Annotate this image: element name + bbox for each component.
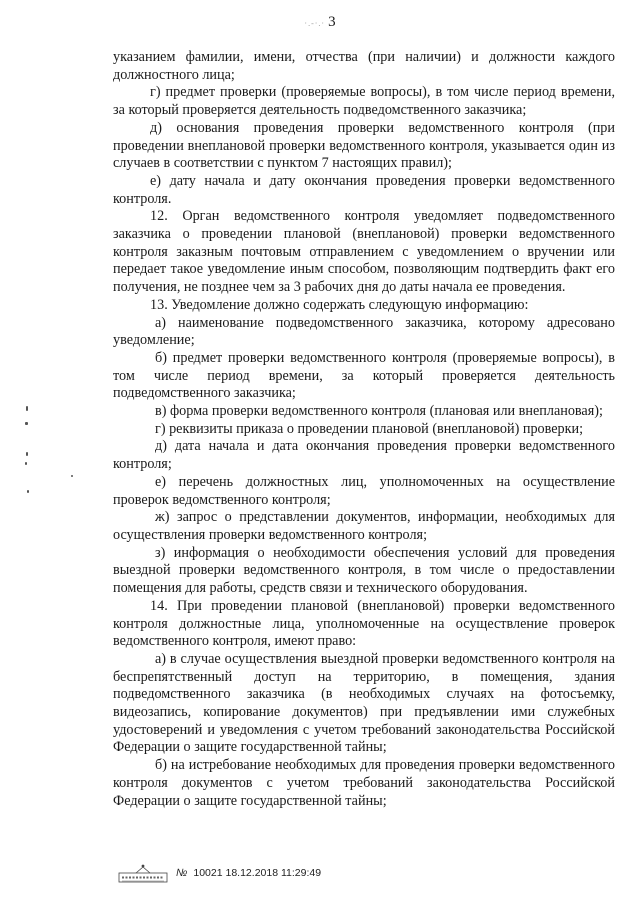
paragraph: з) информация о необходимости обеспечения условий для проведения выездной проверки ведомственного контроля, в том числе о предоставлении помещения для работы, средств связи и технического оборудования. [113,544,615,597]
paragraph: б) на истребование необходимых для проведения проверки ведомственного контроля документов с учетом требований законодательства Российской Федерации о защите государственной тайны; [113,757,615,809]
paragraph: е) дату начала и дату окончания проведения проверки ведомственного контроля. [113,172,615,207]
paragraph: ж) запрос о представлении документов, информации, необходимых для осуществления проверки ведомственного контроля; [113,509,615,543]
paragraph: г) предмет проверки (проверяемые вопросы), в том числе период времени, за который проверяется деятельность подведомственного заказчика; [113,84,615,119]
document-number: 10021 [193,867,223,879]
paragraph: д) основания проведения проверки ведомственного контроля (при проведении внеплановой проверки ведомственного контроля, указывается один из случаев в соответствии с пунктом 7 настоящих правил); [113,119,615,172]
document-body [113,49,615,810]
paragraph: а) в случае осуществления выездной проверки ведомственного контроля на беспрепятственный доступ на территорию, в помещения, здания подведомственного заказчика (в необходимых случаях на фотосъемку, видеозапись, копирование документов) при предъявлении ими служебных удостоверений и уведомления с учетом требований законодательства Российской Федерации о защите государственной тайны; [113,650,615,756]
page-number-value: 3 [328,14,336,30]
paragraph: е) перечень должностных лиц, уполномоченных на осуществление проверок ведомственного контроля; [113,473,615,508]
paragraph: д) дата начала и дата окончания проведения проверки ведомственного контроля; [113,438,615,473]
document-timestamp: 18.12.2018 11:29:49 [225,867,322,879]
paragraph: а) наименование подведомственного заказчика, которому адресовано уведомление; [113,314,615,349]
number-sign: № [176,867,188,879]
margin-marks [20,400,32,500]
paragraph: в) форма проверки ведомственного контроля (плановая или внеплановая); [155,403,603,420]
registration-seal-icon [118,862,168,884]
paragraph: г) реквизиты приказа о проведении плановой (внеплановой) проверки; [155,420,584,437]
footer-stamp [118,862,321,884]
paragraph: 13. Уведомление должно содержать следующую информацию: [150,296,529,313]
paragraph: 12. Орган ведомственного контроля уведомляет подведомственного заказчика о проведении плановой (внеплановой) проверки ведомственного контроля заказным почтовым отправлением с уведомлением о вручении или передает такое уведомление иным способом, позволяющим подтвердить факт его получения, не позднее чем за 3 рабочих дня до даты начала ее проведения. [113,208,615,296]
paragraph: 14. При проведении плановой (внеплановой) проверки ведомственного контроля должностные лица, уполномоченные на осуществление проверок ведомственного контроля, имеют право: [113,597,615,650]
paragraph: указанием фамилии, имени, отчества (при наличии) и должности каждого должностного лица; [113,49,615,83]
page-number [0,14,640,31]
scan-smudge: ·.-·.· [304,19,326,28]
paragraph: б) предмет проверки ведомственного контроля (проверяемые вопросы), в том числе период времени, за который проверяется деятельность подведомственного заказчика; [113,349,615,402]
